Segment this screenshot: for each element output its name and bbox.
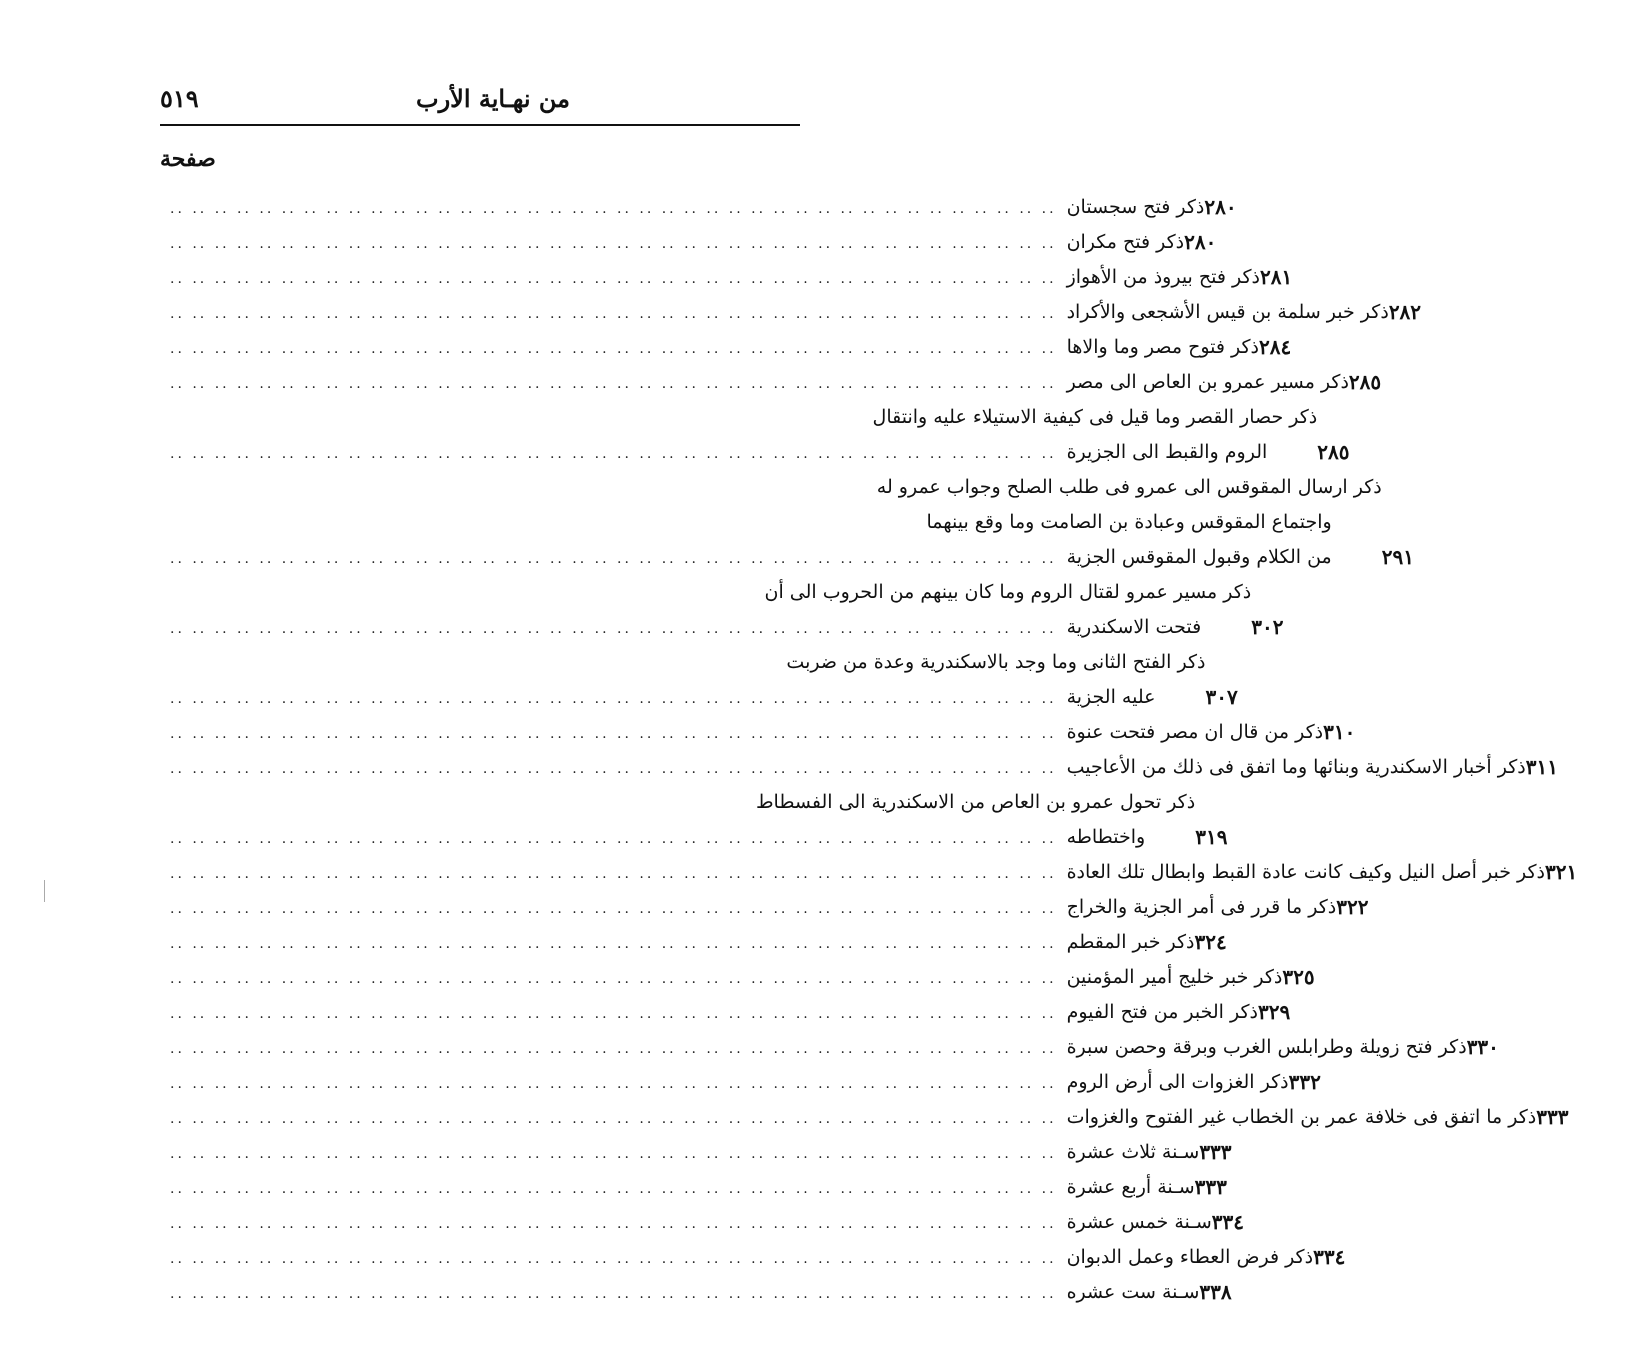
toc-page-number: ٢٩١ <box>1381 545 1414 569</box>
toc-entry-line-text: ذكر فتوح مصر وما والاها <box>1066 336 1259 358</box>
toc-entry-continuation <box>160 505 1382 540</box>
toc-entry-line-text: سـنة خمس عشرة <box>1066 1211 1212 1233</box>
toc-page-number: ٣٣٨ <box>1199 1280 1232 1304</box>
toc-page-number: ٣٣٤ <box>1313 1245 1346 1269</box>
toc-page-number: ٢٨٢ <box>1388 300 1422 324</box>
toc-entry <box>160 1240 1346 1275</box>
toc-entry <box>160 330 1292 365</box>
toc-entry-text <box>160 225 1184 260</box>
dot-leader: .. .. .. .. .. .. .. .. .. .. .. .. .. .. .. .. .. .. .. .. .. .. .. .. .. .. .. .. .. .. .. .. .. .. .. .. .. .. .. .. <box>170 866 1057 882</box>
toc-entry <box>160 855 1578 890</box>
toc-page-number: ٣٠٢ <box>1251 615 1284 639</box>
toc-entry-text <box>160 330 1259 365</box>
toc-entry-line-text: من الكلام وقبول المقوقس الجزية <box>1066 546 1332 568</box>
running-title: من نهـاية الأرب <box>415 84 570 113</box>
toc-entry-title <box>160 365 1349 400</box>
toc-entry-text <box>160 295 1389 330</box>
toc-entry-title <box>160 1205 1212 1240</box>
toc-entry <box>160 1100 1569 1135</box>
toc-entry-line-text: ذكر ما اتفق فى خلافة عمر بن الخطاب غير الفتوح والغزوات <box>1066 1106 1537 1128</box>
toc-entry-line-text: ذكر خبر خليج أمير المؤمنين <box>1066 966 1283 988</box>
toc-entry <box>160 785 1228 855</box>
toc-entry <box>160 1030 1499 1065</box>
toc-entry-title <box>160 890 1336 925</box>
toc-entry-text <box>160 1275 1199 1310</box>
toc-entry-text <box>160 925 1195 960</box>
toc-page-number: ٣٢٢ <box>1336 895 1369 919</box>
toc-page-number: ٢٨٥ <box>1317 440 1350 464</box>
toc-entry-title <box>160 295 1389 330</box>
dot-leader: .. .. .. .. .. .. .. .. .. .. .. .. .. .. .. .. .. .. .. .. .. .. .. .. .. .. .. .. .. .. .. .. .. .. .. .. .. .. .. .. <box>170 446 1057 462</box>
dot-leader: .. .. .. .. .. .. .. .. .. .. .. .. .. .. .. .. .. .. .. .. .. .. .. .. .. .. .. .. .. .. .. .. .. .. .. .. .. .. .. .. <box>170 201 1057 217</box>
toc-entry-line-text: ذكر فتح مكران <box>1066 231 1185 253</box>
dot-leader: .. .. .. .. .. .. .. .. .. .. .. .. .. .. .. .. .. .. .. .. .. .. .. .. .. .. .. .. .. .. .. .. .. .. .. .. .. .. .. .. <box>170 936 1057 952</box>
dot-leader: .. .. .. .. .. .. .. .. .. .. .. .. .. .. .. .. .. .. .. .. .. .. .. .. .. .. .. .. .. .. .. .. .. .. .. .. .. .. .. .. <box>170 1076 1057 1092</box>
toc-entry-text <box>160 960 1282 995</box>
toc-entry-text <box>160 1205 1212 1240</box>
toc-entry-line-text: واجتماع المقوقس وعبادة بن الصامت وما وقع بينهما <box>926 511 1332 533</box>
toc-entry <box>160 1135 1232 1170</box>
toc-page-number: ٣٢٩ <box>1258 1000 1291 1024</box>
toc-entry-line-text: ذكر من قال ان مصر فتحت عنوة <box>1066 721 1324 743</box>
toc-entry-line-text: سـنة ثلاث عشرة <box>1066 1141 1200 1163</box>
toc-entry <box>160 225 1217 260</box>
toc-entry-text <box>160 1240 1313 1275</box>
toc-entry-continuation <box>160 435 1317 470</box>
dot-leader: .. .. .. .. .. .. .. .. .. .. .. .. .. .. .. .. .. .. .. .. .. .. .. .. .. .. .. .. .. .. .. .. .. .. .. .. .. .. .. .. <box>170 1286 1057 1302</box>
toc-page-number: ٢٨٤ <box>1259 335 1292 359</box>
margin-mark <box>44 880 45 902</box>
toc-entry-line-text: سـنة أربع عشرة <box>1066 1176 1195 1198</box>
toc-entry-line-text: ذكر خبر المقطم <box>1066 931 1195 953</box>
toc-entry-line-text: ذكر ما قرر فى أمر الجزية والخراج <box>1066 896 1337 918</box>
toc-entry <box>160 365 1382 400</box>
toc-page-number: ٢٨٠ <box>1184 230 1217 254</box>
dot-leader: .. .. .. .. .. .. .. .. .. .. .. .. .. .. .. .. .. .. .. .. .. .. .. .. .. .. .. .. .. .. .. .. .. .. .. .. .. .. .. .. <box>170 1006 1057 1022</box>
toc-entry <box>160 960 1315 995</box>
toc-entry-text <box>160 260 1260 295</box>
toc-entry-line-text: ذكر الفتح الثانى وما وجد بالاسكندرية وعدة من ضربت <box>786 651 1206 673</box>
toc-entry-title <box>160 925 1195 960</box>
toc-page-number: ٣٣٠ <box>1466 1035 1499 1059</box>
toc-entry-line-text: سـنة ست عشره <box>1066 1281 1200 1303</box>
dot-leader: .. .. .. .. .. .. .. .. .. .. .. .. .. .. .. .. .. .. .. .. .. .. .. .. .. .. .. .. .. .. .. .. .. .. .. .. .. .. .. .. <box>170 901 1057 917</box>
dot-leader: .. .. .. .. .. .. .. .. .. .. .. .. .. .. .. .. .. .. .. .. .. .. .. .. .. .. .. .. .. .. .. .. .. .. .. .. .. .. .. .. <box>170 341 1057 357</box>
toc-entry <box>160 190 1237 225</box>
dot-leader: .. .. .. .. .. .. .. .. .. .. .. .. .. .. .. .. .. .. .. .. .. .. .. .. .. .. .. .. .. .. .. .. .. .. .. .. .. .. .. .. <box>170 1216 1057 1232</box>
toc-entry-title <box>160 645 1205 680</box>
toc-entry-text <box>160 365 1349 400</box>
toc-entry-title <box>160 400 1317 435</box>
toc-entry-title <box>160 330 1259 365</box>
toc-entry-text <box>160 785 1195 855</box>
toc-entry <box>160 715 1356 750</box>
dot-leader: .. .. .. .. .. .. .. .. .. .. .. .. .. .. .. .. .. .. .. .. .. .. .. .. .. .. .. .. .. .. .. .. .. .. .. .. .. .. .. .. <box>170 1146 1057 1162</box>
toc-entry-title <box>160 1135 1199 1170</box>
page-number: ٥١٩ <box>160 84 199 113</box>
toc-entry-text <box>160 855 1545 890</box>
toc-entry-line-text: واختطاطه <box>1066 826 1146 848</box>
toc-entry-line-text: ذكر حصار القصر وما قيل فى كيفية الاستيلاء عليه وانتقال <box>872 406 1318 428</box>
toc-entry-text <box>160 750 1526 785</box>
toc-entry-line-text: ذكر أخبار الاسكندرية وبنائها وما اتفق فى ذلك من الأعاجيب <box>1066 756 1526 778</box>
dot-leader: .. .. .. .. .. .. .. .. .. .. .. .. .. .. .. .. .. .. .. .. .. .. .. .. .. .. .. .. .. .. .. .. .. .. .. .. .. .. .. .. <box>170 1251 1057 1267</box>
dot-leader: .. .. .. .. .. .. .. .. .. .. .. .. .. .. .. .. .. .. .. .. .. .. .. .. .. .. .. .. .. .. .. .. .. .. .. .. .. .. .. .. <box>170 691 1057 707</box>
dot-leader: .. .. .. .. .. .. .. .. .. .. .. .. .. .. .. .. .. .. .. .. .. .. .. .. .. .. .. .. .. .. .. .. .. .. .. .. .. .. .. .. <box>170 376 1057 392</box>
toc-entry-text <box>160 890 1336 925</box>
toc-entry <box>160 995 1291 1030</box>
toc-entry-line-text: ذكر الخبر من فتح الفيوم <box>1066 1001 1258 1023</box>
toc-entry-title <box>160 1170 1195 1205</box>
toc-entry-title <box>160 1065 1289 1100</box>
toc-entry <box>160 925 1227 960</box>
toc-entry-title <box>160 1275 1199 1310</box>
dot-leader: .. .. .. .. .. .. .. .. .. .. .. .. .. .. .. .. .. .. .. .. .. .. .. .. .. .. .. .. .. .. .. .. .. .. .. .. .. .. .. .. <box>170 306 1057 322</box>
toc-page-number: ٣١١ <box>1525 755 1558 779</box>
toc-entry-line-text: ذكر الغزوات الى أرض الروم <box>1066 1071 1289 1093</box>
toc-page-number: ٢٨٥ <box>1348 370 1382 394</box>
toc-page-number: ٣١٩ <box>1195 825 1228 849</box>
toc-entry <box>160 575 1284 645</box>
dot-leader: .. .. .. .. .. .. .. .. .. .. .. .. .. .. .. .. .. .. .. .. .. .. .. .. .. .. .. .. .. .. .. .. .. .. .. .. .. .. .. .. <box>170 831 1057 847</box>
toc-page-number: ٣٣٣ <box>1194 1175 1227 1199</box>
toc-entry <box>160 295 1422 330</box>
toc-entry-text <box>160 715 1323 750</box>
toc-page-number: ٣٠٧ <box>1205 685 1238 709</box>
toc-entry-line-text: ذكر خبر سلمة بن قيس الأشجعى والأكراد <box>1066 301 1389 323</box>
toc-entry-line-text: ذكر ارسال المقوقس الى عمرو فى طلب الصلح وجواب عمرو له <box>876 476 1382 498</box>
toc-entry <box>160 1275 1232 1310</box>
toc-entry-title <box>160 1100 1536 1135</box>
dot-leader: .. .. .. .. .. .. .. .. .. .. .. .. .. .. .. .. .. .. .. .. .. .. .. .. .. .. .. .. .. .. .. .. .. .. .. .. .. .. .. .. <box>170 1181 1057 1197</box>
toc-entry-text <box>160 470 1382 575</box>
dot-leader: .. .. .. .. .. .. .. .. .. .. .. .. .. .. .. .. .. .. .. .. .. .. .. .. .. .. .. .. .. .. .. .. .. .. .. .. .. .. .. .. <box>170 726 1057 742</box>
toc-entry-title <box>160 750 1526 785</box>
toc-entry-line-text: ذكر مسير عمرو بن العاص الى مصر <box>1066 371 1349 393</box>
toc-entry-line-text: الروم والقبط الى الجزيرة <box>1066 441 1268 463</box>
toc-entry-line-text: ذكر خبر أصل النيل وكيف كانت عادة القبط وابطال تلك العادة <box>1066 861 1545 883</box>
toc-entry-title <box>160 575 1251 610</box>
toc-entry-continuation <box>160 540 1382 575</box>
running-head <box>160 78 800 118</box>
toc-entry-continuation <box>160 680 1205 715</box>
dot-leader: .. .. .. .. .. .. .. .. .. .. .. .. .. .. .. .. .. .. .. .. .. .. .. .. .. .. .. .. .. .. .. .. .. .. .. .. .. .. .. .. <box>170 621 1057 637</box>
toc-entry-text <box>160 1135 1199 1170</box>
toc-page-number: ٢٨٠ <box>1204 195 1237 219</box>
dot-leader: .. .. .. .. .. .. .. .. .. .. .. .. .. .. .. .. .. .. .. .. .. .. .. .. .. .. .. .. .. .. .. .. .. .. .. .. .. .. .. .. <box>170 551 1057 567</box>
toc-page-number: ٣٣٣ <box>1199 1140 1232 1164</box>
dot-leader: .. .. .. .. .. .. .. .. .. .. .. .. .. .. .. .. .. .. .. .. .. .. .. .. .. .. .. .. .. .. .. .. .. .. .. .. .. .. .. .. <box>170 271 1057 287</box>
toc-entry-title <box>160 785 1195 820</box>
toc-entry-title <box>160 260 1260 295</box>
toc-entry-title <box>160 960 1282 995</box>
toc-entry <box>160 400 1350 470</box>
toc-entry-text <box>160 995 1258 1030</box>
toc-entry-title <box>160 1030 1467 1065</box>
toc-entry <box>160 470 1414 575</box>
toc-entry-title <box>160 190 1204 225</box>
toc-entry-line-text: ذكر فتح بيروذ من الأهواز <box>1066 266 1260 288</box>
toc-entry-text <box>160 1170 1195 1205</box>
toc-entry <box>160 645 1238 715</box>
toc-entry-line-text: ذكر مسير عمرو لقتال الروم وما كان بينهم من الحروب الى أن <box>764 581 1252 603</box>
toc-entry-continuation <box>160 610 1251 645</box>
dot-leader: .. .. .. .. .. .. .. .. .. .. .. .. .. .. .. .. .. .. .. .. .. .. .. .. .. .. .. .. .. .. .. .. .. .. .. .. .. .. .. .. <box>170 971 1057 987</box>
toc-entry-text <box>160 575 1251 645</box>
toc-entry <box>160 750 1558 785</box>
toc-entry-text <box>160 400 1317 470</box>
toc-entry-title <box>160 470 1382 505</box>
table-of-contents <box>160 190 1578 1310</box>
page-column-label: صفحة <box>160 146 216 172</box>
toc-page-number: ٣٣٤ <box>1211 1210 1244 1234</box>
toc-entry <box>160 1170 1227 1205</box>
dot-leader: .. .. .. .. .. .. .. .. .. .. .. .. .. .. .. .. .. .. .. .. .. .. .. .. .. .. .. .. .. .. .. .. .. .. .. .. .. .. .. .. <box>170 761 1057 777</box>
toc-entry-title <box>160 715 1323 750</box>
toc-entry <box>160 890 1369 925</box>
toc-page-number: ٣٢٥ <box>1282 965 1315 989</box>
toc-page-number: ٣٣٣ <box>1536 1105 1569 1129</box>
toc-page-number: ٣١٠ <box>1323 720 1356 744</box>
toc-entry-text <box>160 1030 1467 1065</box>
toc-page-number: ٢٨١ <box>1260 265 1293 289</box>
toc-entry-line-text: عليه الجزية <box>1066 686 1156 708</box>
toc-entry-text <box>160 645 1205 715</box>
header-rule <box>160 124 800 126</box>
toc-entry-title <box>160 225 1184 260</box>
toc-entry-text <box>160 1100 1536 1135</box>
toc-entry-line-text: ذكر فتح زويلة وطرابلس الغرب وبرقة وحصن سبرة <box>1066 1036 1467 1058</box>
toc-entry-line-text: ذكر فتح سجستان <box>1066 196 1205 218</box>
toc-entry-continuation <box>160 820 1195 855</box>
toc-page-number: ٣٢٤ <box>1194 930 1227 954</box>
toc-entry <box>160 1205 1244 1240</box>
toc-page-number: ٣٣٢ <box>1288 1070 1321 1094</box>
toc-entry-text <box>160 1065 1289 1100</box>
toc-entry-line-text: ذكر تحول عمرو بن العاص من الاسكندرية الى الفسطاط <box>755 791 1196 813</box>
dot-leader: .. .. .. .. .. .. .. .. .. .. .. .. .. .. .. .. .. .. .. .. .. .. .. .. .. .. .. .. .. .. .. .. .. .. .. .. .. .. .. .. <box>170 236 1057 252</box>
toc-entry-title <box>160 855 1545 890</box>
toc-entry-title <box>160 995 1258 1030</box>
toc-page-number: ٣٢١ <box>1545 860 1578 884</box>
toc-entry-line-text: فتحت الاسكندرية <box>1066 616 1202 638</box>
toc-entry-text <box>160 190 1204 225</box>
toc-entry <box>160 260 1293 295</box>
toc-entry-line-text: ذكر فرض العطاء وعمل الدبوان <box>1066 1246 1314 1268</box>
toc-entry-title <box>160 1240 1313 1275</box>
toc-entry <box>160 1065 1321 1100</box>
dot-leader: .. .. .. .. .. .. .. .. .. .. .. .. .. .. .. .. .. .. .. .. .. .. .. .. .. .. .. .. .. .. .. .. .. .. .. .. .. .. .. .. <box>170 1041 1057 1057</box>
dot-leader: .. .. .. .. .. .. .. .. .. .. .. .. .. .. .. .. .. .. .. .. .. .. .. .. .. .. .. .. .. .. .. .. .. .. .. .. .. .. .. .. <box>170 1111 1057 1127</box>
